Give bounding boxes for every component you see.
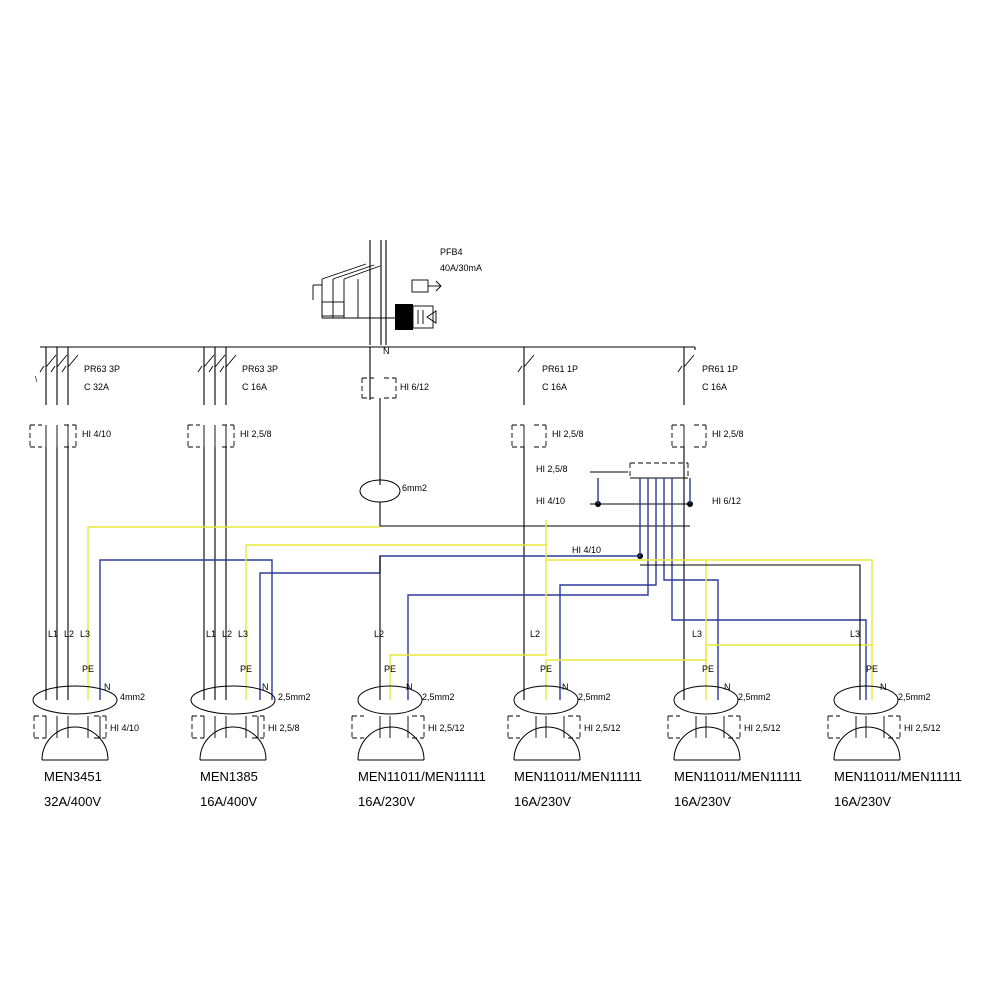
outlet-group-5[interactable] [668,629,802,809]
breaker-5-curve: C 16A [702,382,728,392]
breaker-1-curve: C 32A [84,382,110,392]
outlet-2-phase-l2: L2 [222,629,233,639]
outlet-6-n: N [880,682,887,692]
outlet-1-phase-l3: L3 [80,629,91,639]
outlet-group-3[interactable] [352,629,486,809]
svg-text:\: \ [35,375,38,384]
outlet-2-phase-l1: L1 [206,629,217,639]
outlet-2-rating: 16A/400V [200,794,258,809]
outlet-1-phase-l1: L1 [48,629,59,639]
breaker-1-cable: HI 4/10 [82,429,112,439]
outlet-5-pe: PE [702,664,715,674]
outlet-5-model: MEN11011/MEN11111 [674,769,802,784]
breaker-5-type: PR61 1P [702,364,739,374]
breaker-5-cable: HI 2,5/8 [712,429,744,439]
outlet-6-cable: HI 2,5/12 [904,723,941,733]
outlet-1-phase-l2: L2 [64,629,75,639]
outlet-4-rating: 16A/230V [514,794,572,809]
outlet-5-cable: HI 2,5/12 [744,723,781,733]
breaker-2-curve: C 16A [242,382,268,392]
outlet-2-socket [200,727,266,760]
outlet-3-cable: HI 2,5/12 [428,723,465,733]
mid-label-1: HI 2,5/8 [536,464,568,474]
outlet-4-cable: HI 2,5/12 [584,723,621,733]
outlet-1-cable: HI 4/10 [110,723,140,733]
outlet-5-phase-l3: L3 [692,629,703,639]
breaker-4-curve: C 16A [542,382,568,392]
outlet-1-pe: PE [82,664,95,674]
outlet-6-pe: PE [866,664,879,674]
outlet-1-rating: 32A/400V [44,794,102,809]
outlet-2-model: MEN1385 [200,769,258,784]
outlet-2-cable: HI 2,5/8 [268,723,300,733]
outlet-4-csa: 2,5mm2 [578,692,611,702]
outlet-6-csa: 2,5mm2 [898,692,931,702]
outlet-5-socket [674,727,740,760]
outlet-group-2[interactable] [191,629,311,809]
outlet-4-socket [514,727,580,760]
outlet-3-pe: PE [384,664,397,674]
outlet-group-1[interactable] [33,629,145,809]
mid-label-4: HI 4/10 [572,545,602,555]
outlet-1-model: MEN3451 [44,769,102,784]
outlet-group-6[interactable] [828,629,962,809]
breaker-1-type: PR63 3P [84,364,121,374]
outlet-2-csa: 2,5mm2 [278,692,311,702]
outlet-4-model: MEN11011/MEN11111 [514,769,642,784]
mid-label-3: HI 6/12 [400,382,430,392]
rcd-rating: 40A/30mA [440,263,483,273]
outlet-6-model: MEN11011/MEN11111 [834,769,962,784]
mid-label-2: HI 4/10 [536,496,566,506]
outlet-6-socket [834,727,900,760]
outlet-5-n: N [724,682,731,692]
pe-wiring-yellow [88,520,872,700]
mid-label-3b: HI 6/12 [712,496,742,506]
mid-label-5: 6mm2 [402,483,428,493]
incoming-supply-group [313,240,482,356]
outlet-4-phase-l2: L2 [530,629,541,639]
outlet-2-pe: PE [240,664,253,674]
outlet-4-n: N [562,682,569,692]
outlet-2-phase-l3: L3 [238,629,249,639]
breaker-4-cable: HI 2,5/8 [552,429,584,439]
outlet-3-phase-l2: L2 [374,629,385,639]
outlet-3-socket [358,727,424,760]
outlet-6-rating: 16A/230V [834,794,892,809]
phase-drops-black [380,556,860,700]
outlet-1-socket [42,727,108,760]
outlet-3-n: N [406,682,413,692]
outlet-2-n: N [262,682,269,692]
outlet-1-csa: 4mm2 [120,692,146,702]
outlet-5-csa: 2,5mm2 [738,692,771,702]
breaker-group-4[interactable] [512,355,584,700]
outlet-1-n: N [104,682,111,692]
outlet-3-rating: 16A/230V [358,794,416,809]
breaker-2-cable: HI 2,5/8 [240,429,272,439]
outlet-group-4[interactable] [508,629,642,809]
outlet-3-model: MEN11011/MEN11111 [358,769,486,784]
junction-block-group [536,463,741,559]
outlet-3-csa: 2,5mm2 [422,692,455,702]
busbar-group [40,347,695,405]
rcd-neutral-label: N [383,346,390,356]
breaker-group-5[interactable] [672,355,744,700]
breaker-4-type: PR61 1P [542,364,579,374]
breaker-2-type: PR63 3P [242,364,279,374]
rcd-name: PFB4 [440,247,463,257]
outlet-5-rating: 16A/230V [674,794,732,809]
outlet-4-pe: PE [540,664,553,674]
outlet-6-phase-l3: L3 [850,629,861,639]
